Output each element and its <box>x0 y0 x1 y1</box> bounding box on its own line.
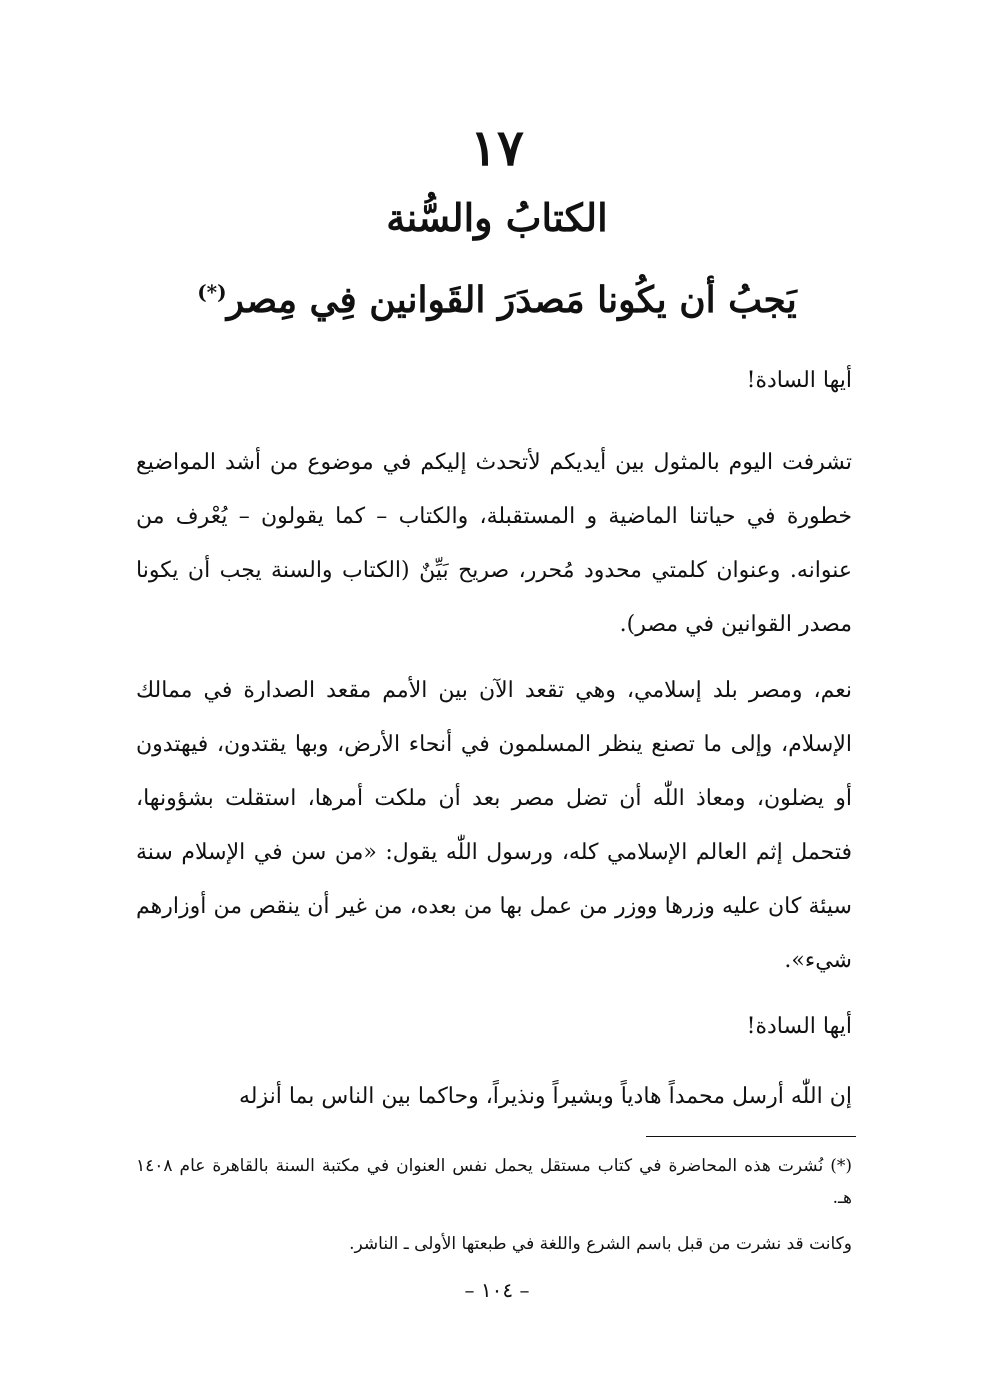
paragraph: إن اللّٰه أرسل محمداً هادياً وبشيراً ونذيراً، وحاكما بين الناس بما أنزله <box>238 1084 852 1109</box>
salutation: أيها السادة! <box>746 368 852 393</box>
chapter-subtitle <box>0 262 994 330</box>
footnote-divider <box>646 1136 856 1137</box>
page-number: – ١٠٤ – <box>464 1278 530 1302</box>
chapter-subtitle-text: يَجبُ أن يكُونا مَصدَرَ القَوانين فِي مِصر <box>226 279 797 321</box>
chapter-title: الكتابُ والسُّنة <box>386 195 608 240</box>
footnote-marker: (*) <box>197 280 227 304</box>
chapter-number: ١٧ <box>470 118 524 177</box>
footnote: (*) نُشرت هذه المحاضرة في كتاب مستقل يحمل نفس العنوان في مكتبة السنة بالقاهرة عام ١٤٠٨ هـ. <box>136 1156 852 1208</box>
salutation: أيها السادة! <box>746 1014 852 1039</box>
paragraph: نعم، ومصر بلد إسلامي، وهي تقعد الآن بين الأمم مقعد الصدارة في ممالك الإسلام، وإلى ما تصنع ينظر المسلمون في أنحاء الأرض، وبها يقتدون، فيهتدون أو يضلون، ومعاذ اللّٰه أن تضل مصر بعد أن ملكت أمرها، استقلت بشؤونها، فتحمل إثم العالم الإسلامي كله، ورسول اللّٰه يقول: «من سن في الإسلام سنة سيئة كان عليه وزرها ووزر من عمل بها من بعده، من غير أن ينقص من أوزارهم شيء». <box>136 678 852 973</box>
paragraph: تشرفت اليوم بالمثول بين أيديكم لأتحدث إليكم في موضوع من أشد المواضيع خطورة في حياتنا الماضية و المستقبلة، والكتاب – كما يقولون – يُعْرف من عنوانه. وعنوان كلمتي محدود مُحرر، صريح بَيِّنٌ (الكتاب والسنة يجب أن يكونا مصدر القوانين في مصر). <box>136 450 852 637</box>
footnote: وكانت قد نشرت من قبل باسم الشرع واللغة في طبعتها الأولى ـ الناشر. <box>349 1234 852 1254</box>
